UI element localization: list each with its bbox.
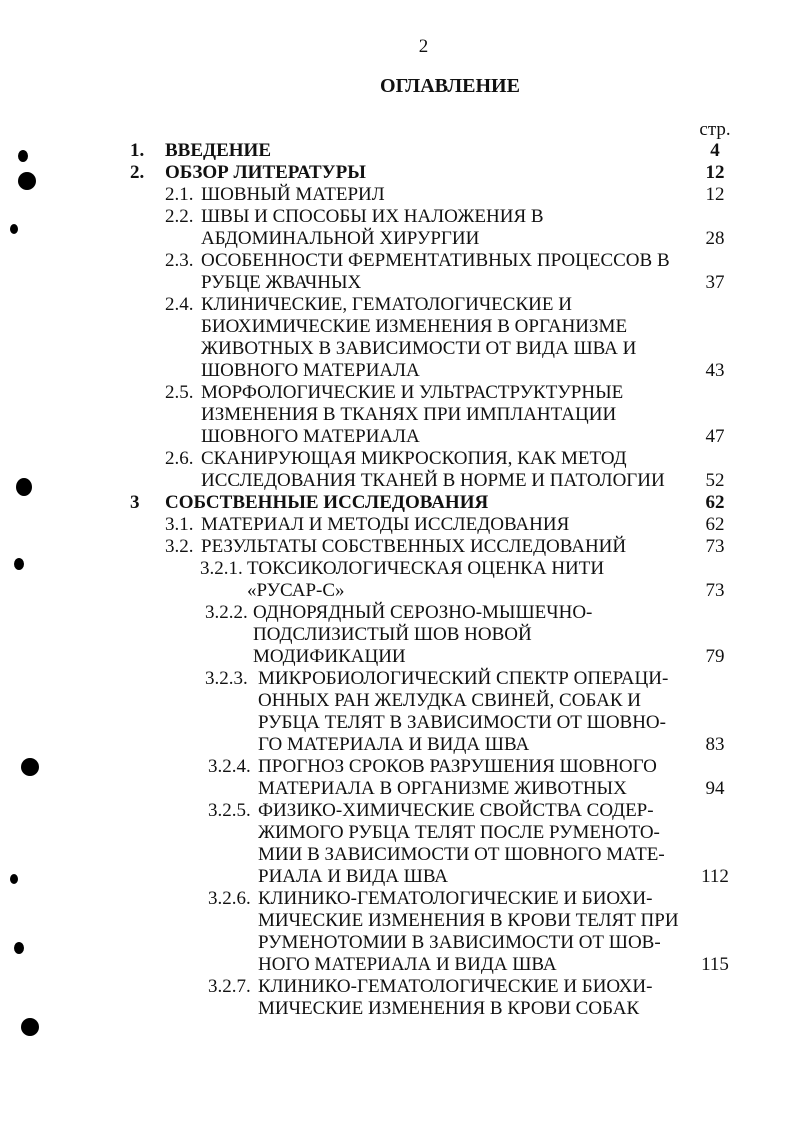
toc-entry xyxy=(0,162,797,184)
toc-entry xyxy=(0,888,797,976)
toc-entry-number: 3 xyxy=(130,492,140,513)
toc-entry-title-line: МИИ В ЗАВИСИМОСТИ ОТ ШОВНОГО МАТЕ- xyxy=(258,844,665,865)
toc-entry-title xyxy=(258,756,657,800)
toc-entry-title-line: РУБЦА ТЕЛЯТ В ЗАВИСИМОСТИ ОТ ШОВНО- xyxy=(258,712,666,733)
toc-entry xyxy=(0,800,797,888)
toc-entry-title-line: АБДОМИНАЛЬНОЙ ХИРУРГИИ xyxy=(201,228,480,249)
toc-entry-number: 3.2.3. xyxy=(205,668,248,689)
toc-entry-title-line: ОННЫХ РАН ЖЕЛУДКА СВИНЕЙ, СОБАК И xyxy=(258,690,641,711)
toc-entry-page: 62 xyxy=(705,514,725,535)
toc-entry-title-line: «РУСАР-С» xyxy=(247,580,345,601)
toc-entry-page: 73 xyxy=(705,580,725,601)
punch-hole xyxy=(21,1018,39,1036)
toc-entry-title-line: МИЧЕСКИЕ ИЗМЕНЕНИЯ В КРОВИ СОБАК xyxy=(258,998,640,1019)
toc-entry-title-line: ШОВНЫЙ МАТЕРИЛ xyxy=(201,184,385,205)
toc-entry-title-line: МИЧЕСКИЕ ИЗМЕНЕНИЯ В КРОВИ ТЕЛЯТ ПРИ xyxy=(258,910,679,931)
toc-entry-title-line: ЖИВОТНЫХ В ЗАВИСИМОСТИ ОТ ВИДА ШВА И xyxy=(201,338,637,359)
toc-entry xyxy=(0,184,797,206)
toc-entry-page: 37 xyxy=(705,272,725,293)
toc-entry-number: 2.6. xyxy=(165,448,194,469)
toc-entry-title-line: РУМЕНОТОМИИ В ЗАВИСИМОСТИ ОТ ШОВ- xyxy=(258,932,661,953)
toc-entry-title-line: КЛИНИКО-ГЕМАТОЛОГИЧЕСКИЕ И БИОХИ- xyxy=(258,888,653,909)
toc-entry xyxy=(0,536,797,558)
toc-entry-title xyxy=(201,382,623,448)
toc-entry-number: 1. xyxy=(130,140,145,161)
toc-entry xyxy=(0,602,797,668)
toc-entry-title-line: ОСОБЕННОСТИ ФЕРМЕНТАТИВНЫХ ПРОЦЕССОВ В xyxy=(201,250,670,271)
toc-entry-title-line: ПОДСЛИЗИСТЫЙ ШОВ НОВОЙ xyxy=(253,624,532,645)
toc-entry-title-line: МАТЕРИАЛА В ОРГАНИЗМЕ ЖИВОТНЫХ xyxy=(258,778,627,799)
toc-entry xyxy=(0,558,797,602)
toc-entry xyxy=(0,976,797,1020)
toc-entry-number: 2.4. xyxy=(165,294,194,315)
toc-entry-title-line: ШВЫ И СПОСОБЫ ИХ НАЛОЖЕНИЯ В xyxy=(201,206,544,227)
toc-entry-page: 28 xyxy=(705,228,725,249)
toc-entry xyxy=(0,140,797,162)
toc-entry-title xyxy=(201,184,385,206)
toc-entry-title xyxy=(258,668,668,756)
toc-entry-title xyxy=(247,558,604,602)
toc-entry xyxy=(0,756,797,800)
toc-entry-title-line: ОДНОРЯДНЫЙ СЕРОЗНО-МЫШЕЧНО- xyxy=(253,602,593,623)
toc-entry-title-line: КЛИНИЧЕСКИЕ, ГЕМАТОЛОГИЧЕСКИЕ И xyxy=(201,294,572,315)
toc-entry-number: 3.2. xyxy=(165,536,194,557)
toc-entry xyxy=(0,448,797,492)
toc-entry-title-line: ТОКСИКОЛОГИЧЕСКАЯ ОЦЕНКА НИТИ xyxy=(247,558,605,579)
toc-entry-page: 112 xyxy=(701,866,729,887)
toc-entry-title-line: ИЗМЕНЕНИЯ В ТКАНЯХ ПРИ ИМПЛАНТАЦИИ xyxy=(201,404,617,425)
toc-entry-number: 3.2.1. xyxy=(200,558,243,579)
toc-entry-number: 3.2.4. xyxy=(208,756,251,777)
toc-entry-title-line: ОБЗОР ЛИТЕРАТУРЫ xyxy=(165,162,366,183)
toc-entry-page: 62 xyxy=(705,492,725,513)
toc-entry-title-line: ГО МАТЕРИАЛА И ВИДА ШВА xyxy=(258,734,530,755)
toc-entry-title-line: ВВЕДЕНИЕ xyxy=(165,140,271,161)
toc-entry-title-line: МИКРОБИОЛОГИЧЕСКИЙ СПЕКТР ОПЕРАЦИ- xyxy=(258,668,669,689)
toc-entry-number: 3.1. xyxy=(165,514,194,535)
toc-entry-title xyxy=(201,294,636,382)
toc-entry-title xyxy=(258,976,652,1020)
toc-entry-title xyxy=(258,800,665,888)
toc-entry-page: 12 xyxy=(705,162,725,183)
toc-entry-title xyxy=(201,448,665,492)
toc-entry-title xyxy=(201,536,626,558)
toc-entry-title xyxy=(253,602,592,668)
toc-title: ОГЛАВЛЕНИЕ xyxy=(380,75,520,97)
toc-entry-page: 94 xyxy=(705,778,725,799)
toc-entry-title-line: РЕЗУЛЬТАТЫ СОБСТВЕННЫХ ИССЛЕДОВАНИЙ xyxy=(201,536,627,557)
toc-entry-title-line: КЛИНИКО-ГЕМАТОЛОГИЧЕСКИЕ И БИОХИ- xyxy=(258,976,653,997)
toc-entry xyxy=(0,294,797,382)
toc-entry-title xyxy=(165,162,366,184)
toc-entry-title xyxy=(165,492,488,514)
toc-entry-page: 83 xyxy=(705,734,725,755)
toc-entry xyxy=(0,382,797,448)
toc-entry-number: 3.2.6. xyxy=(208,888,251,909)
toc-entry-title-line: РИАЛА И ВИДА ШВА xyxy=(258,866,449,887)
toc-entry-title-line: РУБЦЕ ЖВАЧНЫХ xyxy=(201,272,362,293)
toc-entry-page: 73 xyxy=(705,536,725,557)
toc-entry xyxy=(0,206,797,250)
toc-entry-title-line: МОРФОЛОГИЧЕСКИЕ И УЛЬТРАСТРУКТУРНЫЕ xyxy=(201,382,624,403)
toc-entry-title xyxy=(201,250,670,294)
toc-entry-number: 3.2.5. xyxy=(208,800,251,821)
toc-entry-title xyxy=(258,888,679,976)
toc-entry-title-line: СКАНИРУЮЩАЯ МИКРОСКОПИЯ, КАК МЕТОД xyxy=(201,448,627,469)
toc-entry-title-line: ШОВНОГО МАТЕРИАЛА xyxy=(201,426,420,447)
toc-entry-page: 12 xyxy=(705,184,725,205)
toc-entry-number: 3.2.7. xyxy=(208,976,251,997)
toc-entry-title-line: СОБСТВЕННЫЕ ИССЛЕДОВАНИЯ xyxy=(165,492,489,513)
toc-entry-title-line: ИССЛЕДОВАНИЯ ТКАНЕЙ В НОРМЕ И ПАТОЛОГИИ xyxy=(201,470,665,491)
toc-entry-title-line: ШОВНОГО МАТЕРИАЛА xyxy=(201,360,420,381)
toc-entry-title-line: ЖИМОГО РУБЦА ТЕЛЯТ ПОСЛЕ РУМЕНОТО- xyxy=(258,822,660,843)
toc-entry-number: 2.3. xyxy=(165,250,194,271)
toc-entry xyxy=(0,668,797,756)
toc-entry-title-line: МОДИФИКАЦИИ xyxy=(253,646,406,667)
toc-entry-title xyxy=(201,514,569,536)
toc-entry-page: 52 xyxy=(705,470,725,491)
toc-entry-number: 2. xyxy=(130,162,145,183)
page-number: 2 xyxy=(418,36,429,57)
toc-entry-title-line: ПРОГНОЗ СРОКОВ РАЗРУШЕНИЯ ШОВНОГО xyxy=(258,756,657,777)
toc-entry xyxy=(0,492,797,514)
toc-entry-number: 2.1. xyxy=(165,184,194,205)
page-column-label: стр. xyxy=(699,119,731,140)
toc-entry-number: 3.2.2. xyxy=(205,602,248,623)
toc-entry-title-line: МАТЕРИАЛ И МЕТОДЫ ИССЛЕДОВАНИЯ xyxy=(201,514,570,535)
toc-entry-title xyxy=(165,140,271,162)
toc-entry-title xyxy=(201,206,544,250)
toc-entry-title-line: ФИЗИКО-ХИМИЧЕСКИЕ СВОЙСТВА СОДЕР- xyxy=(258,800,654,821)
toc-entry-number: 2.5. xyxy=(165,382,194,403)
toc-entry-page: 4 xyxy=(710,140,720,161)
toc-entry-title-line: НОГО МАТЕРИАЛА И ВИДА ШВА xyxy=(258,954,557,975)
toc-entry xyxy=(0,514,797,536)
toc-entry-page: 79 xyxy=(705,646,725,667)
toc-entry-title-line: БИОХИМИЧЕСКИЕ ИЗМЕНЕНИЯ В ОРГАНИЗМЕ xyxy=(201,316,628,337)
toc-entry-page: 115 xyxy=(701,954,729,975)
toc-entry-page: 43 xyxy=(705,360,725,381)
toc-entry-page: 47 xyxy=(705,426,725,447)
toc-entry-number: 2.2. xyxy=(165,206,194,227)
toc-entry xyxy=(0,250,797,294)
